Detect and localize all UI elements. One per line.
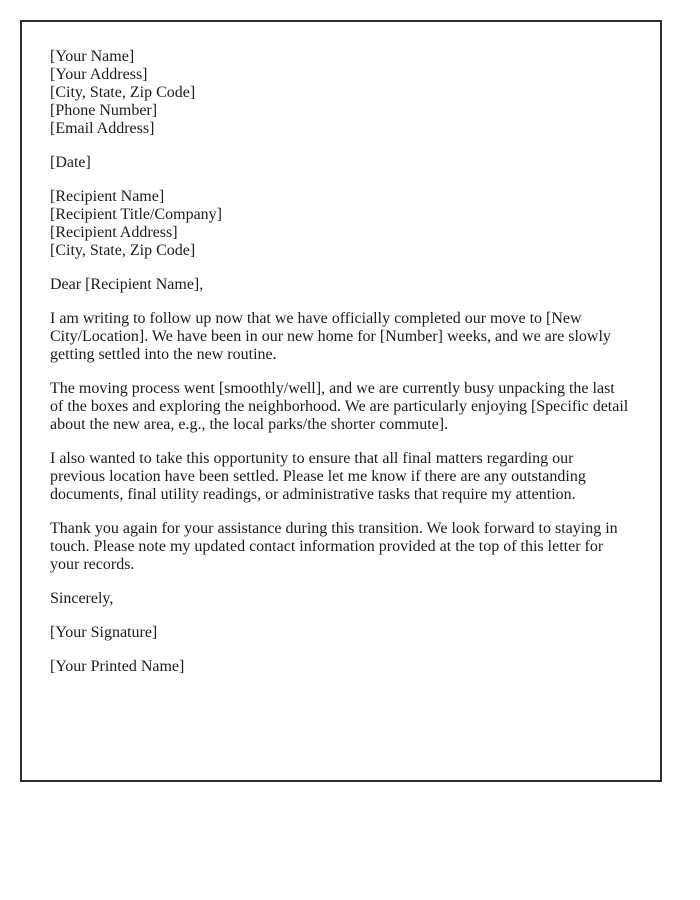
body-paragraph-2: The moving process went [smoothly/well], and we are currently busy unpacking the last of the boxes and exploring the neighborhood. We are particularly enjoying [Specific detail about the new area, e.g., the local parks/the shorter commute]. — [50, 380, 629, 433]
body-paragraph-4: Thank you again for your assistance during this transition. We look forward to staying in touch. Please note my updated contact information provided at the top of this letter for your records. — [50, 520, 618, 573]
sender-address-block — [50, 48, 632, 138]
recipient-city-state-zip-line: [City, State, Zip Code] — [50, 242, 196, 259]
date-line: [Date] — [50, 154, 91, 171]
body-paragraph-3: I also wanted to take this opportunity to ensure that all final matters regarding our previous location have been settled. Please let me know if there are any outstanding documents, final utility readings, or administrative tasks that require my attention. — [50, 450, 586, 503]
recipient-name-line: [Recipient Name] — [50, 188, 165, 205]
sender-phone-line: [Phone Number] — [50, 102, 158, 119]
sender-city-state-zip-line: [City, State, Zip Code] — [50, 84, 196, 101]
salutation-line: Dear [Recipient Name], — [50, 276, 204, 293]
sender-email-line: [Email Address] — [50, 120, 155, 137]
recipient-address-line: [Recipient Address] — [50, 224, 178, 241]
signature-placeholder: [Your Signature] — [50, 624, 158, 641]
body-paragraph-1: I am writing to follow up now that we have officially completed our move to [New City/Location]. We have been in our new home for [Number] weeks, and we are slowly getting settled into the new routine. — [50, 310, 611, 363]
closing-line: Sincerely, — [50, 590, 114, 607]
sender-address-line: [Your Address] — [50, 66, 148, 83]
printed-name-placeholder: [Your Printed Name] — [50, 658, 185, 675]
recipient-address-block — [50, 188, 632, 260]
recipient-title-company-line: [Recipient Title/Company] — [50, 206, 222, 223]
letter-document — [20, 20, 662, 782]
sender-name-line: [Your Name] — [50, 48, 135, 65]
